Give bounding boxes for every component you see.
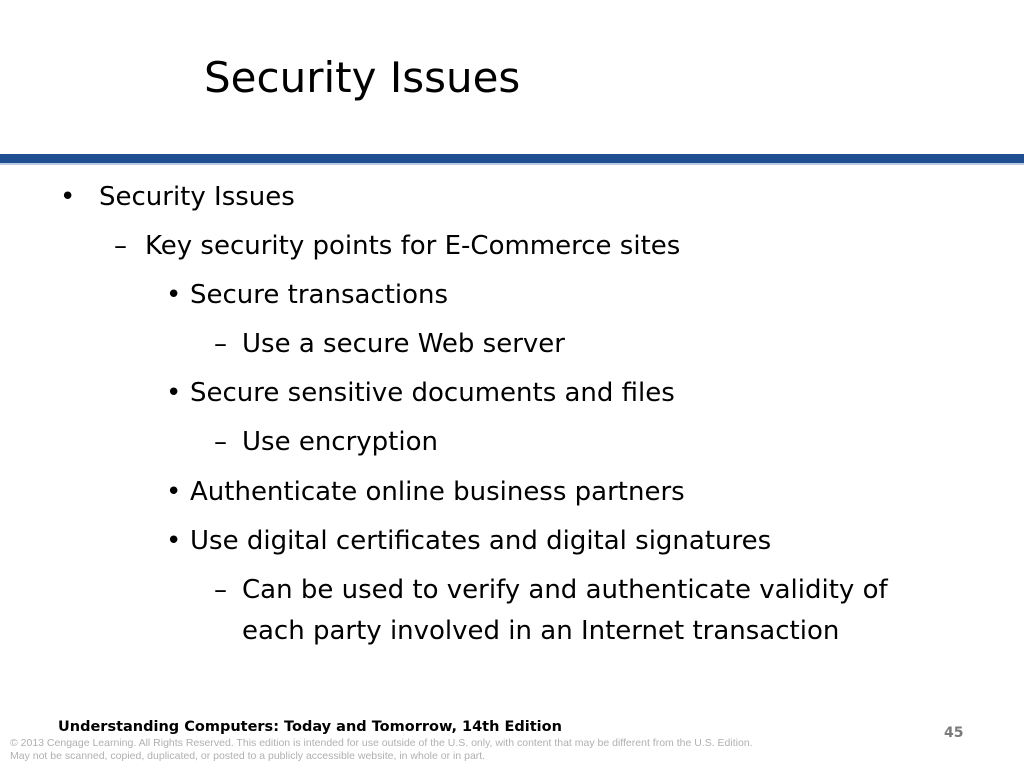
bullet-item: Authenticate online business partners xyxy=(190,477,685,507)
bullet-marker: • xyxy=(166,477,182,507)
bullet-item: Secure sensitive documents and files xyxy=(190,378,675,408)
sub-bullet-marker: – xyxy=(214,575,227,605)
page-number: 45 xyxy=(944,725,964,741)
bullet-marker: • xyxy=(166,280,182,310)
sub-bullet-marker: – xyxy=(214,329,227,359)
sub-bullet-marker: – xyxy=(214,427,227,457)
copyright-line-1: © 2013 Cengage Learning. All Rights Reserved. This edition is intended for use outside of the U.S. only, with content that may be different from the U.S. Edition. xyxy=(10,737,753,749)
bullet-marker: • xyxy=(166,526,182,556)
sub-bullet-item-continuation: each party involved in an Internet transaction xyxy=(242,616,840,646)
bullet-item: Secure transactions xyxy=(190,280,449,310)
bullet-marker: • xyxy=(166,378,182,408)
sub-bullet-item: Use a secure Web server xyxy=(242,329,565,359)
bullet-item: Security Issues xyxy=(99,182,295,212)
sub-bullet-marker: – xyxy=(114,231,127,261)
copyright-line-2: May not be scanned, copied, duplicated, or posted to a publicly accessible website, in whole or in part. xyxy=(10,750,486,762)
sub-bullet-item: Key security points for E-Commerce sites xyxy=(145,231,681,261)
bullet-marker: • xyxy=(60,182,76,212)
footer-book-title: Understanding Computers: Today and Tomorrow, 14th Edition xyxy=(58,719,562,735)
sub-bullet-item: Can be used to verify and authenticate validity of xyxy=(242,575,888,605)
bullet-item: Use digital certificates and digital signatures xyxy=(190,526,772,556)
sub-bullet-item: Use encryption xyxy=(242,427,438,457)
slide-title: Security Issues xyxy=(204,53,521,102)
copyright-notice xyxy=(10,737,753,763)
